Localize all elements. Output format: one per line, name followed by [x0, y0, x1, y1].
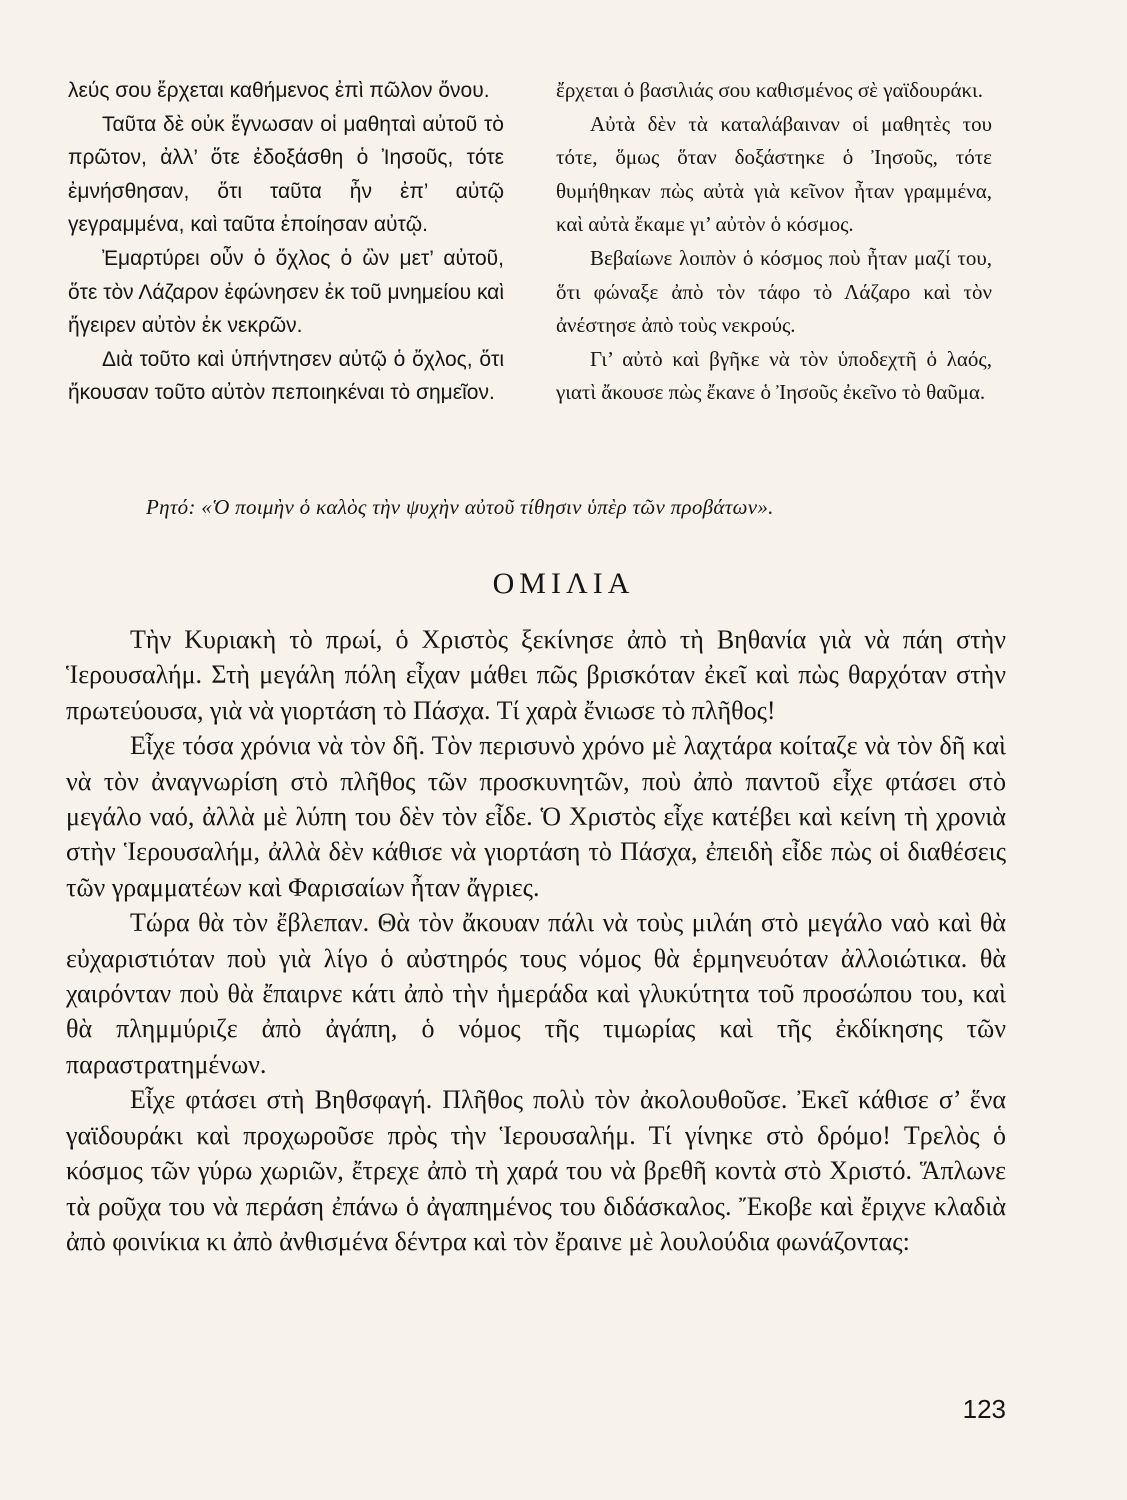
page-number: 123 [962, 1394, 1006, 1424]
left-paragraph: Ἐμαρτύρει οὖν ὁ ὄχλος ὁ ὢν μετ’ αὐτοῦ, ὅτε τὸν Λάζαρον ἐφώνησεν ἐκ τοῦ μνημείου καὶ ἤγειρεν αὐτὸν ἐκ νεκρῶν. [68, 246, 504, 338]
left-column-greek-text [68, 74, 504, 410]
key-verse-quote: Ρητό: «Ὁ ποιμὴν ὁ καλὸς τὴν ψυχὴν αὐτοῦ τίθησιν ὑπὲρ τῶν προβάτων». [146, 495, 774, 519]
body-paragraph: Εἶχε τόσα χρόνια νὰ τὸν δῆ. Τὸν περισυνὸ χρόνο μὲ λαχτάρα κοίταζε νὰ τὸν δῆ καὶ νὰ τὸν ἀναγνωρίση στὸ πλῆθος τῶν προσκυνητῶν, ποὺ ἀπὸ παντοῦ εἶχε φτάσει στὸ μεγάλο ναό, ἀλλὰ μὲ λύπη του δὲν τὸν εἶδε. Ὁ Χριστὸς εἶχε κατέβει καὶ κείνη τὴ χρονιὰ στὴν Ἱερουσαλήμ, ἀλλὰ δὲν κάθισε νὰ γιορτάση τὸ Πάσχα, ἐπειδὴ εἶδε πὼς οἱ διαθέσεις τῶν γραμματέων καὶ Φαρισαίων ἦταν ἄγριες. [66, 731, 1006, 902]
homily-body [66, 622, 1006, 1259]
body-paragraph: Τώρα θὰ τὸν ἔβλεπαν. Θὰ τὸν ἄκουαν πάλι νὰ τοὺς μιλάη στὸ μεγάλο ναὸ καὶ θὰ εὐχαριστιόταν ποὺ γιὰ λίγο ὁ αὐστηρός τους νόμος θὰ ἑρμηνευόταν ἀλλοιώτικα. θὰ χαιρόνταν ποὺ θὰ ἔπαιρνε κάτι ἀπὸ τὴν ἡμεράδα καὶ γλυκύτητα τοῦ προσώπου του, καὶ θὰ πλημμύριζε ἀπὸ ἀγάπη, ὁ νόμος τῆς τιμωρίας καὶ τῆς ἐκδίκησης τῶν παραστρατημένων. [66, 908, 1006, 1079]
left-paragraph: Ταῦτα δὲ οὐκ ἔγνωσαν οἱ μαθηταὶ αὐτοῦ τὸ πρῶτον, ἀλλ’ ὅτε ἐδοξάσθη ὁ Ἰησοῦς, τότε ἐμνήσθησαν, ὅτι ταῦτα ἦν ἐπ’ αὐτῷ γεγραμμένα, καὶ ταῦτα ἐποίησαν αὐτῷ. [68, 112, 504, 237]
section-title: ΟΜΙΛΙΑ [492, 567, 635, 600]
right-column-translation [556, 74, 992, 410]
right-paragraph: Βεβαίωνε λοιπὸν ὁ κόσμος ποὺ ἦταν μαζί του, ὅτι φώναξε ἀπὸ τὸν τάφο τὸ Λάζαρο καὶ τὸν ἀνέστησε ἀπὸ τοὺς νεκρούς. [556, 245, 992, 338]
left-paragraph: λεύς σου ἔρχεται καθήμενος ἐπὶ πῶλον ὄνου. [68, 79, 490, 102]
body-paragraph: Εἶχε φτάσει στὴ Βηθσφαγή. Πλῆθος πολὺ τὸν ἀκολουθοῦσε. Ἐκεῖ κάθισε σ’ ἕνα γαϊδουράκι καὶ προχωροῦσε πρὸς τὴν Ἱερουσαλήμ. Τί γίνηκε στὸ δρόμο! Τρελὸς ὁ κόσμος τῶν γύρω χωριῶν, ἔτρεχε ἀπὸ τὴ χαρά του νὰ βρεθῆ κοντὰ στὸ Χριστό. Ἅπλωνε τὰ ροῦχα του νὰ περάση ἐπάνω ὁ ἀγαπημένος του διδάσκαλος. Ἔκοβε καὶ ἔριχνε κλαδιὰ ἀπὸ φοινίκια κι ἀπὸ ἀνθισμένα δέντρα καὶ τὸν ἔραινε μὲ λουλούδια φωνάζοντας: [66, 1085, 1006, 1256]
right-paragraph: Αὐτὰ δὲν τὰ καταλάβαιναν οἱ μαθητὲς του τότε, ὅμως ὅταν δοξάστηκε ὁ Ἰησοῦς, τότε θυμήθηκαν πὼς αὐτὰ γιὰ κεῖνον ἦταν γραμμένα, καὶ αὐτὰ ἔκαμε γι’ αὐτὸν ὁ κόσμος. [556, 111, 992, 237]
right-paragraph: Γι’ αὐτὸ καὶ βγῆκε νὰ τὸν ὑποδεχτῆ ὁ λαός, γιατὶ ἄκουσε πὼς ἔκανε ὁ Ἰησοῦς ἐκεῖνο τὸ θαῦμα. [556, 346, 992, 405]
body-paragraph: Τὴν Κυριακὴ τὸ πρωί, ὁ Χριστὸς ξεκίνησε ἀπὸ τὴ Βηθανία γιὰ νὰ πάη στὴν Ἱερουσαλήμ. Στὴ μεγάλη πόλη εἶχαν μάθει πῶς βρισκόταν ἐκεῖ καὶ πὼς θαρχόταν στὴν πρωτεύουσα, γιὰ νὰ γιορτάση τὸ Πάσχα. Τί χαρὰ ἔνιωσε τὸ πλῆθος! [66, 625, 1006, 725]
right-paragraph: ἔρχεται ὁ βασιλιάς σου καθισμένος σὲ γαϊδουράκι. [556, 78, 983, 102]
left-paragraph: Διὰ τοῦτο καὶ ὑπήντησεν αὐτῷ ὁ ὄχλος, ὅτι ἤκουσαν τοῦτο αὐτὸν πεποιηκέναι τὸ σημεῖον. [68, 347, 504, 405]
